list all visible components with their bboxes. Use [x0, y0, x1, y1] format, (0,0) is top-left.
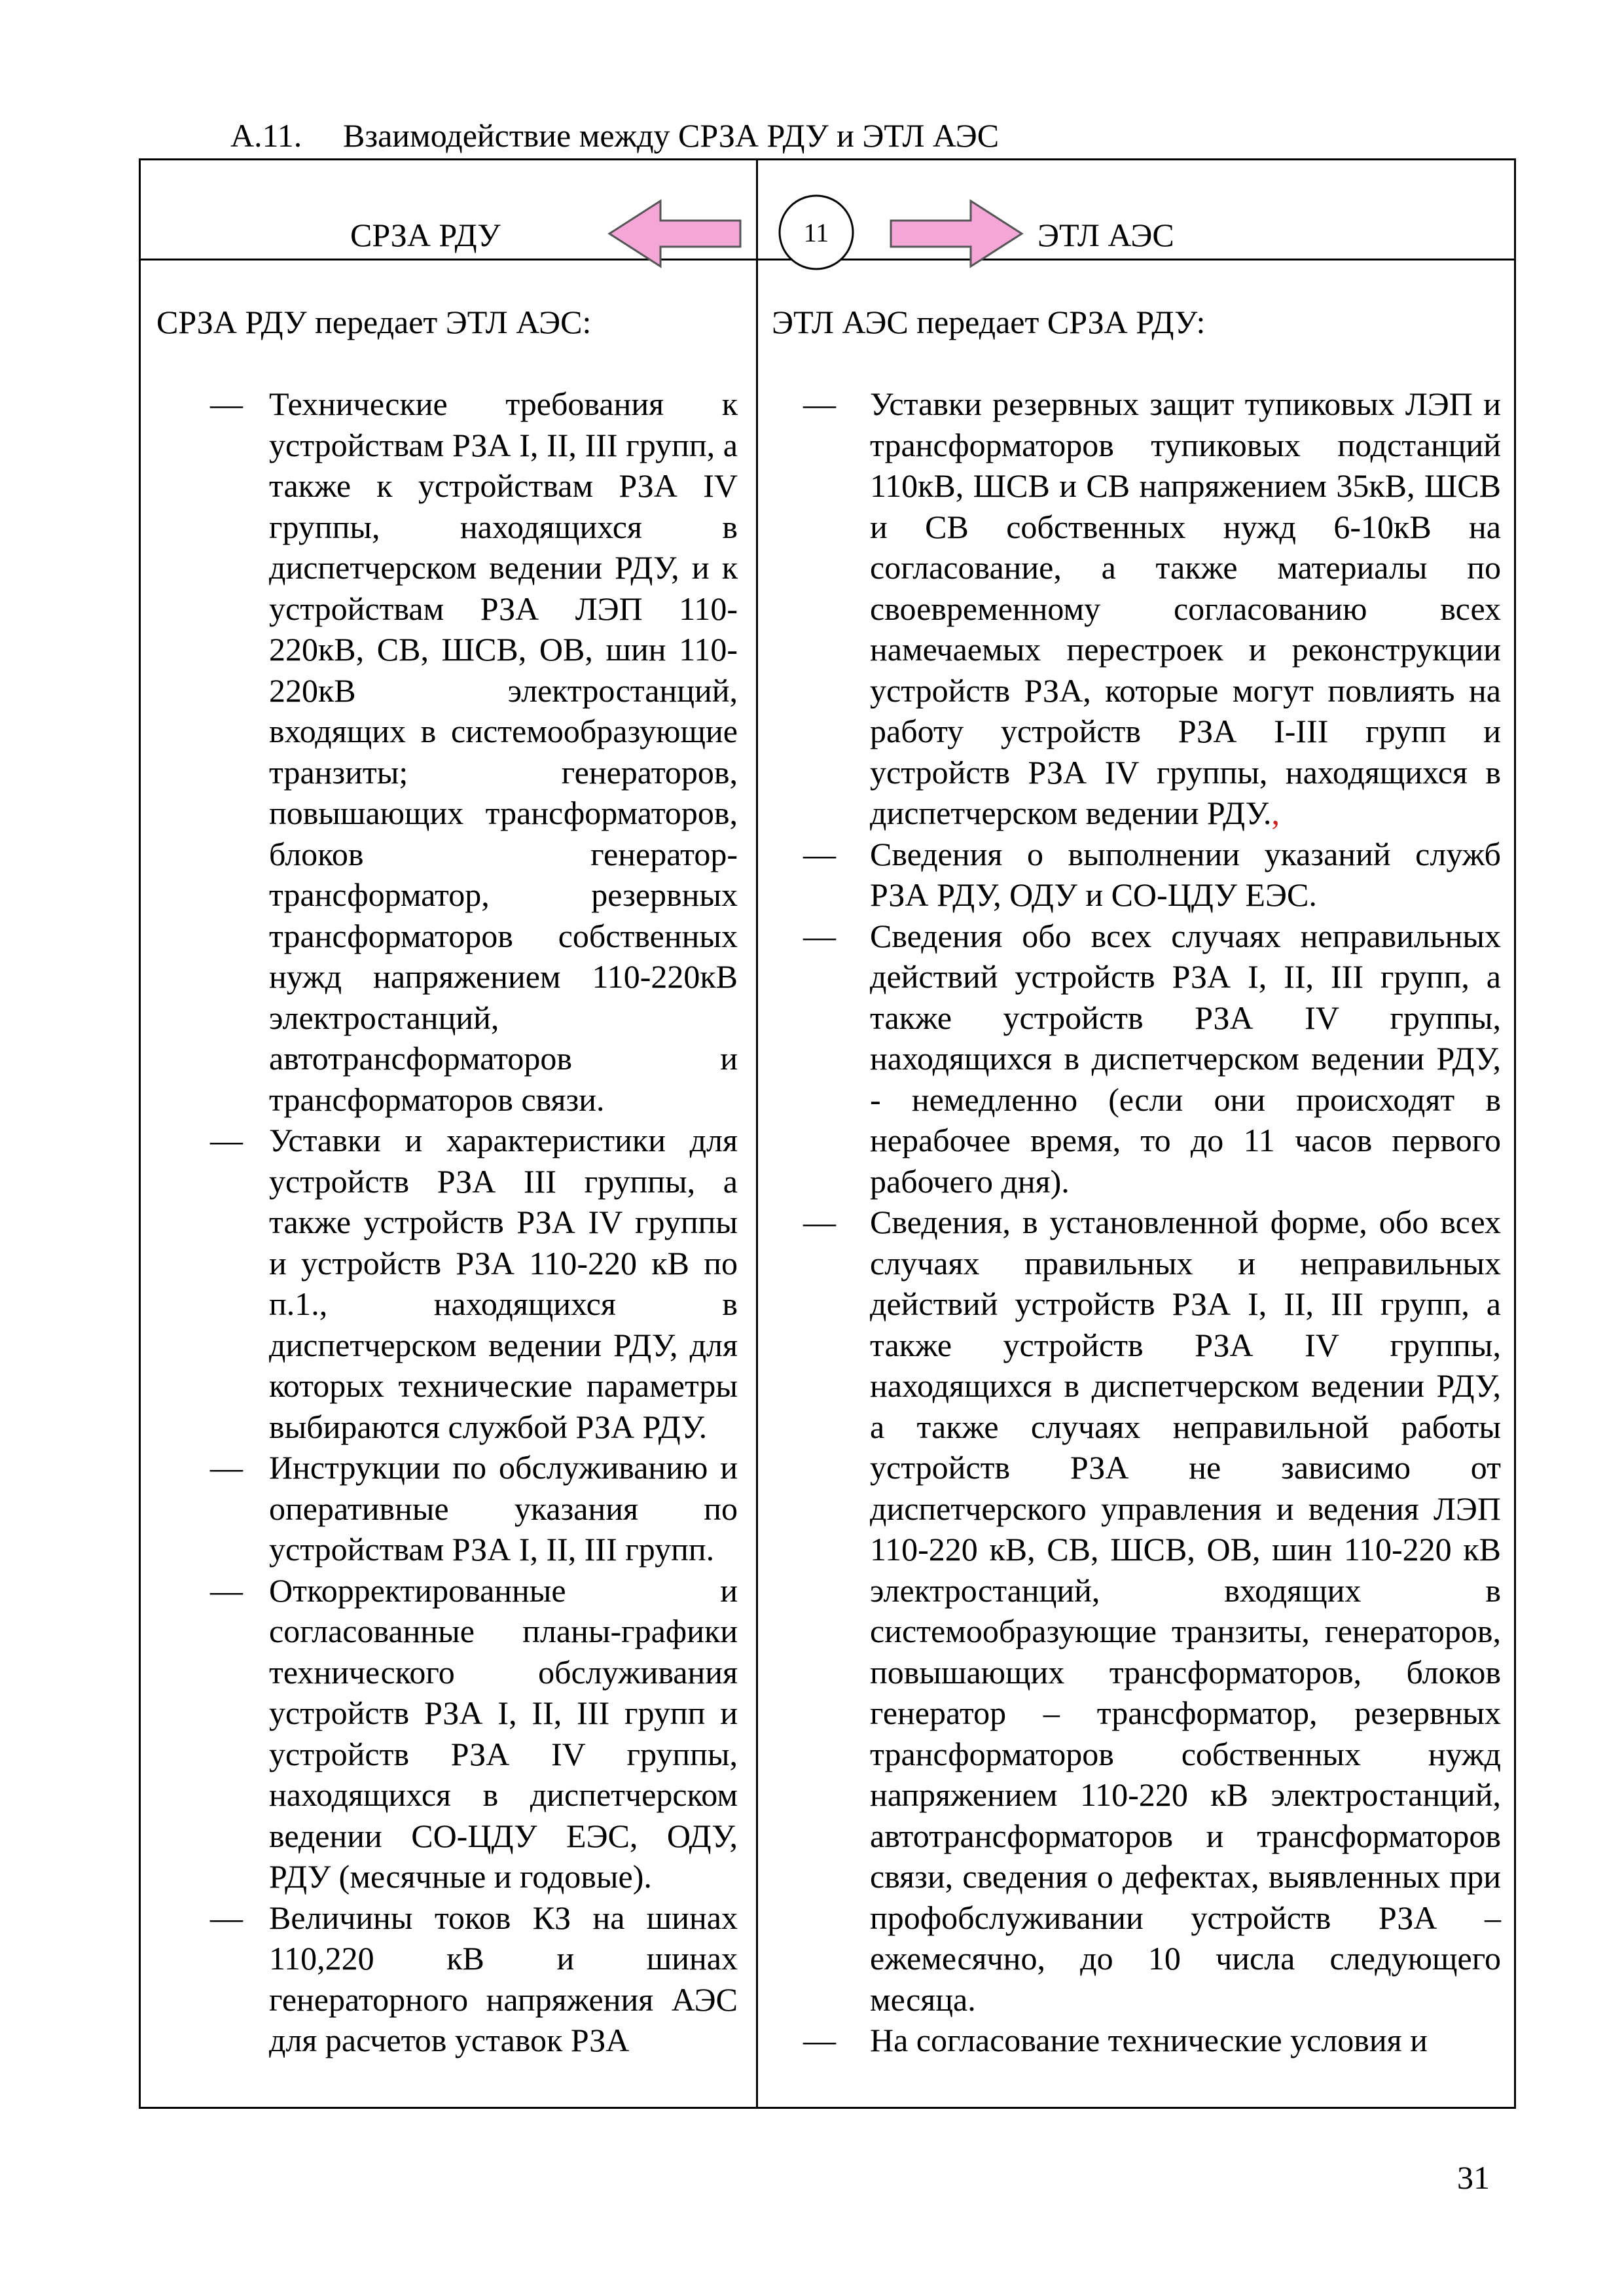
page-number: 31: [1457, 2159, 1490, 2196]
right-item-list: [772, 384, 1501, 2061]
dash-bullet: —: [210, 1899, 243, 1936]
list-item: [772, 384, 1501, 834]
tracked-change-mark: ,: [1271, 795, 1280, 831]
list-item: [156, 1897, 738, 2061]
section-title: [230, 113, 999, 158]
list-item-text: На согласование технические условия и: [870, 2022, 1428, 2058]
interaction-table: [139, 158, 1516, 2109]
section-number: А.11.: [230, 117, 302, 154]
list-item: [156, 1120, 738, 1447]
column-divider: [756, 160, 758, 2107]
left-column-title: СРЗА РДУ передает ЭТЛ АЭС:: [156, 304, 592, 340]
list-item-text: Уставки и характеристики для устройств РЗА III группы, а также устройств РЗА IV группы и устройств РЗА 110-220 кВ по п.1., находящихся в диспетчерском ведении РДУ, для которых технические параметры выбираются службой РЗА РДУ.: [269, 1122, 738, 1445]
list-item: [156, 384, 738, 1120]
header-right: ЭТЛ АЭС: [1038, 217, 1174, 253]
left-column: [156, 302, 738, 2061]
dash-bullet: —: [803, 835, 836, 872]
section-title-text: Взаимодействие между СРЗА РДУ и ЭТЛ АЭС: [343, 117, 1000, 154]
list-item-text: Величины токов КЗ на шинах 110,220 кВ и шинах генераторного напряжения АЭС для расчетов уставок РЗА: [269, 1899, 738, 2058]
list-item-text: Сведения, в установленной форме, обо всех случаях правильных и неправильных действий устройств РЗА I, II, III групп, а также устройств РЗА IV группы, находящихся в диспетчерском ведении РДУ, а также случаях неправильной работы устройств РЗА не зависимо от диспетчерского управления и ведения ЛЭП 110-220 кВ, СВ, ШСВ, ОВ, шин 110-220 кВ электростанций, входящих в системообразующие транзиты, генераторов, повышающих трансформаторов, блоков генератор – трансформатор, резервных трансформаторов собственных нужд напряжением 110-220 кВ электростанций, автотрансформаторов и трансформаторов связи, сведения о дефектах, выявленных при профобслуживании устройств РЗА – ежемесячно, до 10 числа следующего месяца.: [870, 1204, 1501, 2018]
list-item-text: Уставки резервных защит тупиковых ЛЭП и трансформаторов тупиковых подстанций 110кВ, ШСВ и СВ напряжением 35кВ, ШСВ и СВ собственных нужд 6-10кВ на согласование, а также материалы по своевременному согласованию всех намечаемых перестроек и реконструкции устройств РЗА, которые могут повлиять на работу устройств РЗА I-III групп и устройств РЗА IV группы, находящихся в диспетчерском ведении РДУ.: [870, 386, 1501, 831]
left-arrow-shape: [609, 201, 740, 266]
list-item-text: Откорректированные и согласованные планы-графики технического обслуживания устройств РЗА I, II, III групп и устройств РЗА IV группы, находящихся в диспетчерском ведении СО-ЦДУ ЕЭС, ОДУ, РДУ (месячные и годовые).: [269, 1571, 738, 1895]
dash-bullet: —: [210, 386, 243, 422]
list-item-text: Инструкции по обслуживанию и оперативные указания по устройствам РЗА I, II, III групп.: [269, 1449, 738, 1568]
list-item-text: Сведения о выполнении указаний служб РЗА РДУ, ОДУ и СО-ЦДУ ЕЭС.: [870, 835, 1501, 913]
header-left: СРЗА РДУ: [350, 217, 501, 253]
list-item: [772, 2020, 1501, 2061]
right-column-title: ЭТЛ АЭС передает СРЗА РДУ:: [772, 304, 1206, 340]
double-arrow-icon: [609, 201, 1022, 286]
list-item: [772, 916, 1501, 1202]
left-item-list: [156, 384, 738, 2061]
list-item: [772, 1202, 1501, 2020]
dash-bullet: —: [803, 917, 836, 954]
dash-bullet: —: [803, 386, 836, 422]
list-item: [156, 1447, 738, 1570]
right-arrow-shape: [891, 201, 1022, 266]
list-item-text: Сведения обо всех случаях неправильных действий устройств РЗА I, II, III групп, а также устройств РЗА IV группы, находящихся в диспетчерском ведении РДУ, - немедленно (если они происходят в нерабочее время, то до 11 часов первого рабочего дня).: [870, 917, 1501, 1200]
dash-bullet: —: [210, 1571, 243, 1609]
dash-bullet: —: [803, 1204, 836, 1240]
right-column: [772, 302, 1501, 2061]
dash-bullet: —: [210, 1122, 243, 1158]
dash-bullet: —: [803, 2022, 836, 2058]
list-item-text: Технические требования к устройствам РЗА I, II, III групп, а также к устройствам РЗА IV группы, находящихся в диспетчерском ведении РДУ, и к устройствам РЗА ЛЭП 110-220кВ, СВ, ШСВ, ОВ, шин 110-220кВ электростанций, входящих в системообразующие транзиты; генераторов, повышающих трансформаторов, блоков генератор-трансформатор, резервных трансформаторов собственных нужд напряжением 110-220кВ электростанций, автотрансформаторов и трансформаторов связи.: [269, 386, 738, 1118]
list-item: [156, 1570, 738, 1897]
badge-number: 11: [803, 218, 829, 247]
dash-bullet: —: [210, 1449, 243, 1486]
list-item: [772, 834, 1501, 916]
